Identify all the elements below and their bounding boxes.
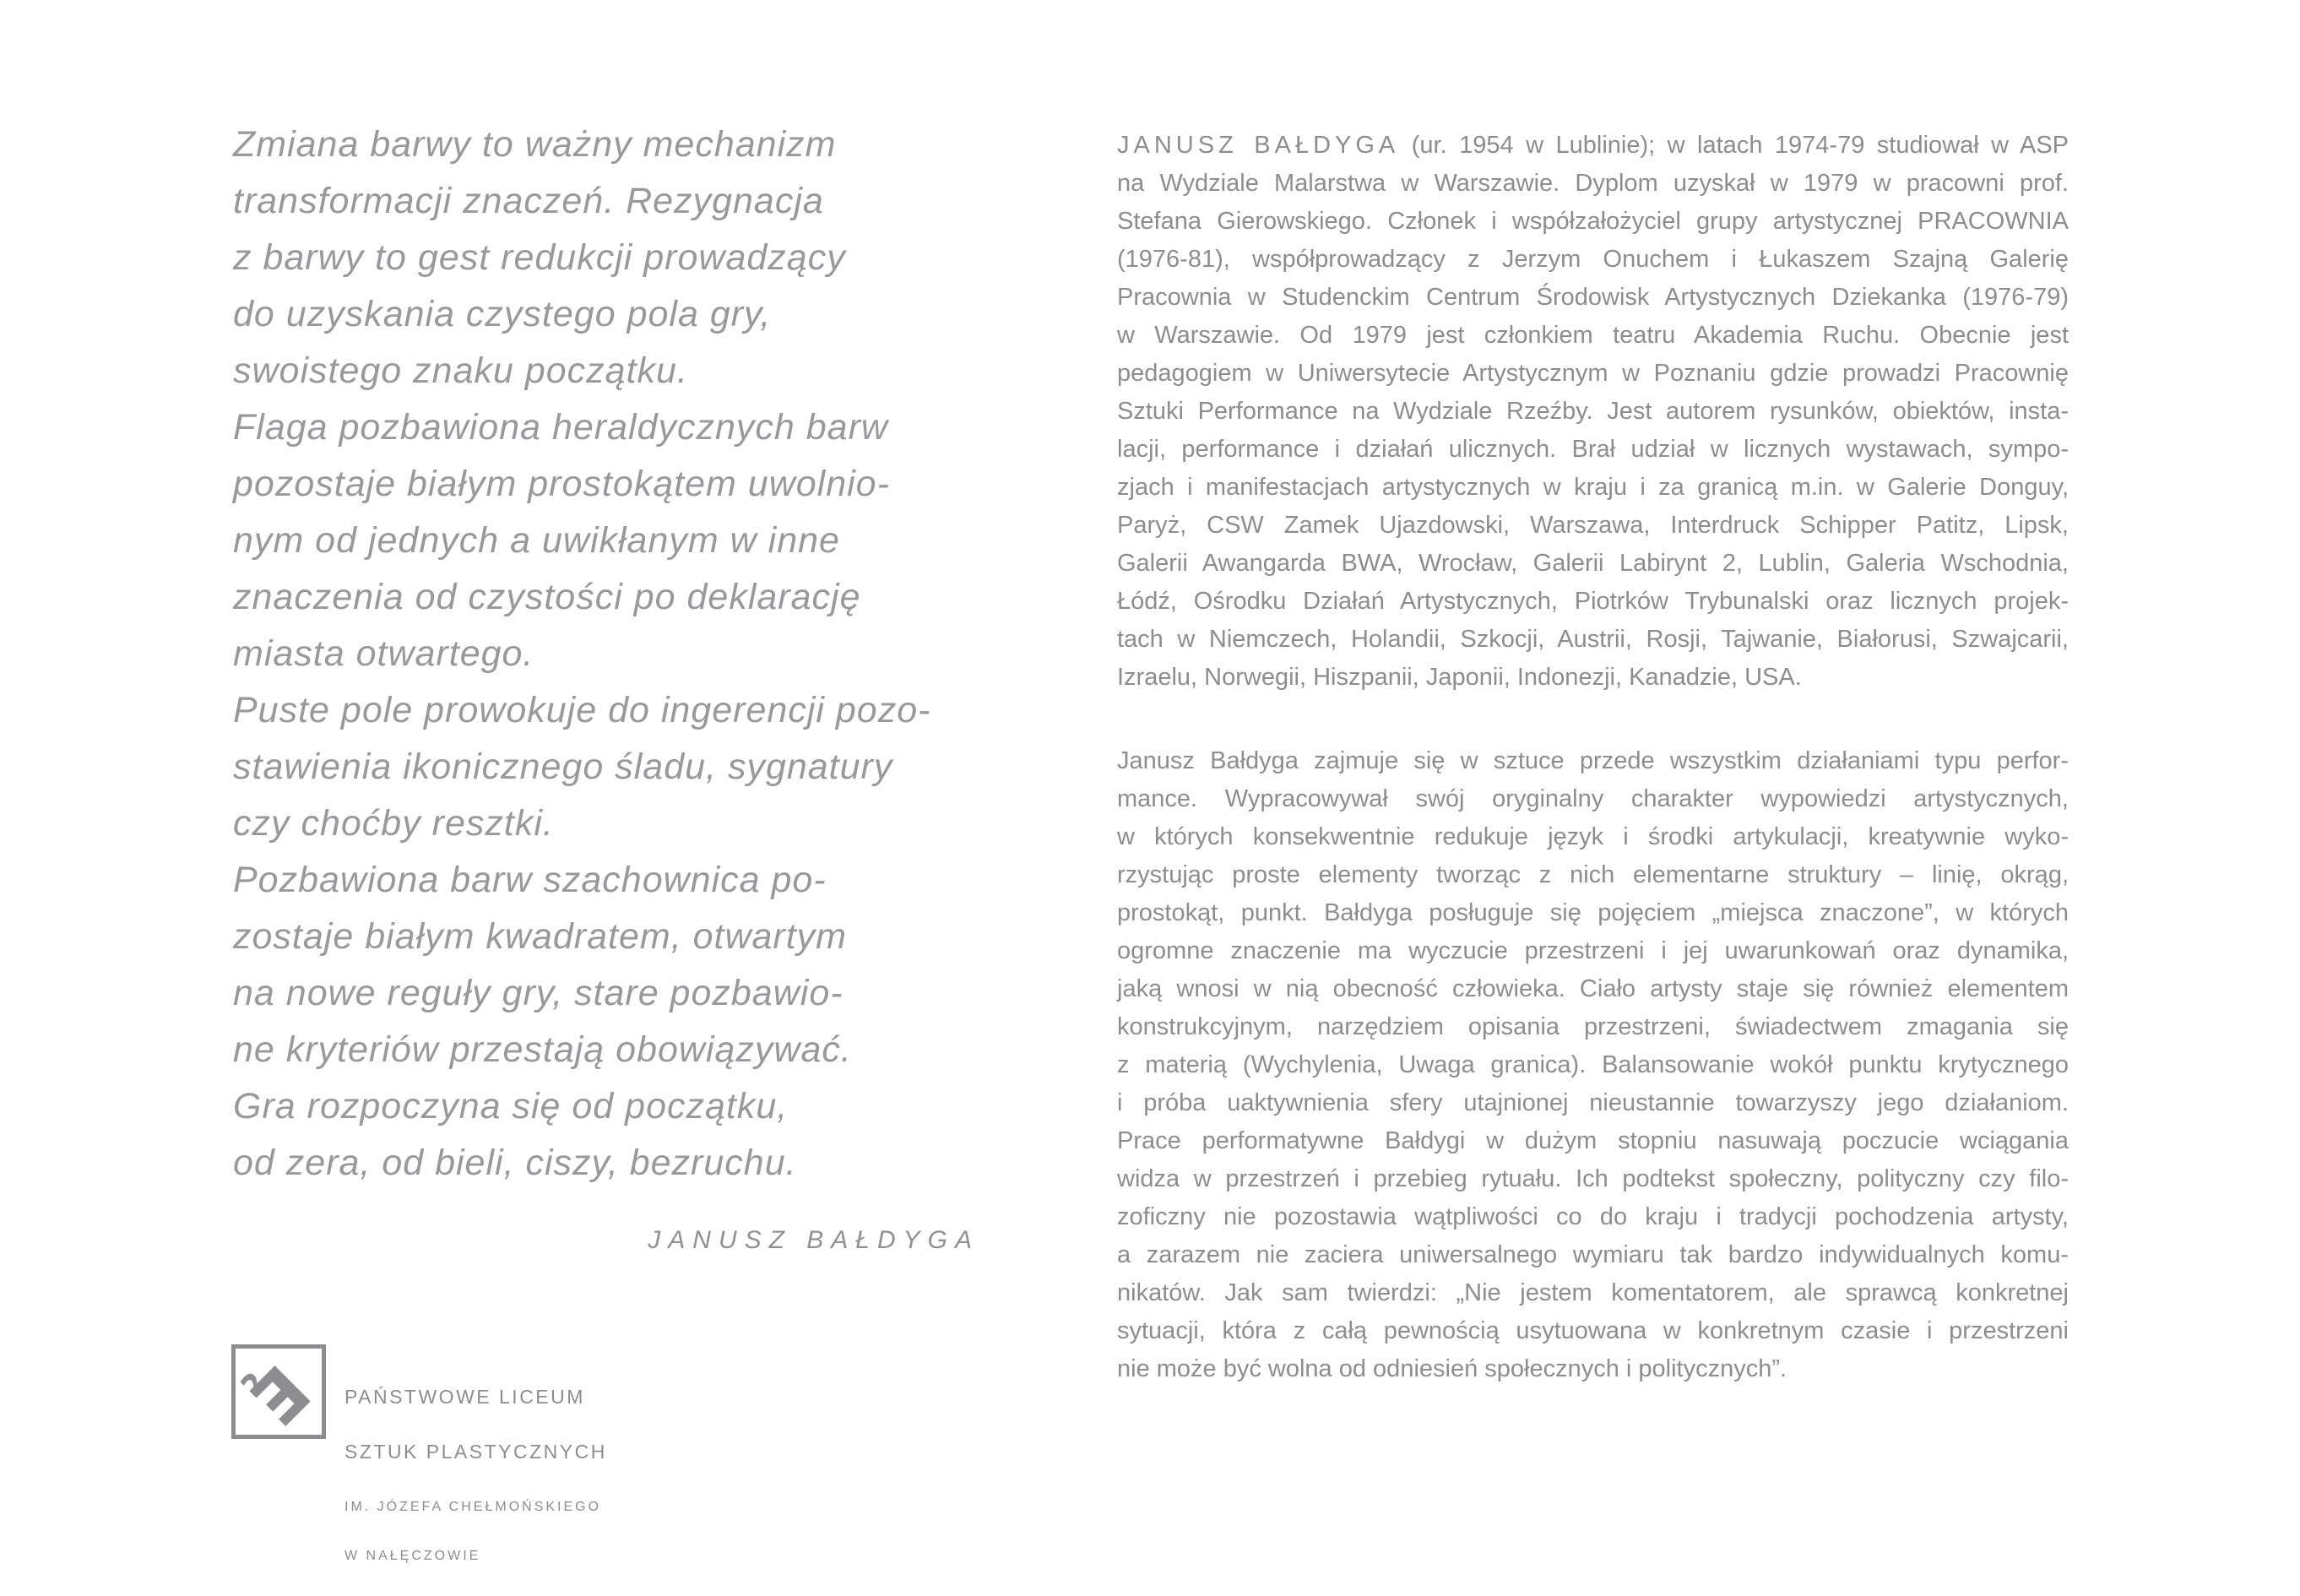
text-line: transformacji znaczeń. Rezygnacja bbox=[233, 181, 824, 221]
text-line: ne kryteriów przestają obowiązywać. bbox=[233, 1029, 852, 1070]
text-line: miasta otwartego. bbox=[233, 633, 534, 674]
text-line: lacji, performance i działań ulicznych. Brał udział w licznych wystawach, sympo- bbox=[1117, 436, 2069, 463]
text-line: Paryż, CSW Zamek Ujazdowski, Warszawa, Interdruck Schipper Patitz, Lipsk, bbox=[1117, 512, 2069, 539]
school-name-line4: W NAŁĘCZOWIE bbox=[344, 1549, 481, 1563]
text-line: od zera, od bieli, ciszy, bezruchu. bbox=[233, 1143, 797, 1183]
text-line: na nowe reguły gry, stare pozbawio- bbox=[233, 973, 844, 1013]
school-name-line1: PAŃSTWOWE LICEUM bbox=[344, 1386, 585, 1408]
text-line: Izraelu, Norwegii, Hiszpanii, Japonii, Indonezji, Kanadzie, USA. bbox=[1117, 664, 1802, 691]
bio-paragraph-1 bbox=[1117, 127, 2069, 697]
text-line: w których konsekwentnie redukuje język i środki artykulacji, kreatywnie wyko- bbox=[1117, 823, 2069, 850]
bio-paragraph-2 bbox=[1117, 742, 2069, 1388]
poem-text bbox=[233, 117, 993, 1192]
text-line: ogromne znaczenie ma wyczucie przestrzeni i jej uwarunkowań oraz dynamika, bbox=[1117, 937, 2069, 964]
text-line: nie może być wolna od odniesień społecznych i politycznych”. bbox=[1117, 1355, 1787, 1382]
text-line: z barwy to gest redukcji prowadzący bbox=[233, 237, 846, 278]
text-line: Flaga pozbawiona heraldycznych barw bbox=[233, 407, 888, 448]
text-line: z materią (Wychylenia, Uwaga granica). Balansowanie wokół punktu krytycznego bbox=[1117, 1051, 2069, 1078]
bio-line-first-rest: (ur. 1954 w Lublinie); w latach 1974-79 studiował w ASP bbox=[1399, 132, 2069, 159]
bio-line-first bbox=[1117, 127, 2069, 165]
bio-artist-name: JANUSZ BAŁDYGA bbox=[1117, 132, 1400, 159]
text-line: jaką wnosi w nią obecność człowieka. Ciało artysty staje się również elementem bbox=[1117, 975, 2069, 1002]
text-line: Galerii Awangarda BWA, Wrocław, Galerii Labirynt 2, Lublin, Galeria Wschodnia, bbox=[1117, 550, 2069, 577]
rotated-e-ogonek-logo-icon: Ę bbox=[233, 1349, 324, 1440]
school-name-block bbox=[344, 1354, 607, 1596]
text-line: widza w przestrzeń i przebieg rytuału. Ich podtekst społeczny, polityczny czy filo- bbox=[1117, 1165, 2069, 1192]
text-line: w Warszawie. Od 1979 jest członkiem teatru Akademia Ruchu. Obecnie jest bbox=[1117, 322, 2069, 349]
text-line: zostaje białym kwadratem, otwartym bbox=[233, 916, 847, 957]
text-line: nikatów. Jak sam twierdzi: „Nie jestem komentatorem, ale sprawcą konkretnej bbox=[1117, 1279, 2069, 1306]
text-line: pozostaje białym prostokątem uwolnio- bbox=[233, 464, 890, 504]
school-logo bbox=[231, 1344, 654, 1563]
text-line: prostokąt, punkt. Bałdyga posługuje się pojęciem „miejsca znaczone”, w których bbox=[1117, 899, 2069, 926]
poem-author-signature: JANUSZ BAŁDYGA bbox=[648, 1226, 979, 1254]
text-line: sytuacji, która z całą pewnością usytuowana w konkretnym czasie i przestrzeni bbox=[1117, 1317, 2069, 1344]
text-line: do uzyskania czystego pola gry, bbox=[233, 294, 772, 334]
text-line: rzystując proste elementy tworząc z nich elementarne struktury – linię, okrąg, bbox=[1117, 861, 2069, 888]
text-line: i próba uaktywnienia sfery utajnionej nieustannie towarzyszy jego działaniom. bbox=[1117, 1089, 2069, 1116]
text-line: stawienia ikonicznego śladu, sygnatury bbox=[233, 746, 893, 787]
text-line: tach w Niemczech, Holandii, Szkocji, Austrii, Rosji, Tajwanie, Białorusi, Szwajcarii, bbox=[1117, 626, 2069, 653]
text-line: konstrukcyjnym, narzędziem opisania przestrzeni, świadectwem zmagania się bbox=[1117, 1013, 2069, 1040]
text-line: Zmiana barwy to ważny mechanizm bbox=[233, 124, 837, 165]
text-line: Stefana Gierowskiego. Członek i współzałożyciel grupy artystycznej PRACOWNIA bbox=[1117, 208, 2069, 235]
text-line: (1976-81), współprowadzący z Jerzym Onuchem i Łukaszem Szajną Galerię bbox=[1117, 246, 2069, 273]
school-name-line2: SZTUK PLASTYCZNYCH bbox=[344, 1441, 607, 1463]
text-line: pedagogiem w Uniwersytecie Artystycznym w Poznaniu gdzie prowadzi Pracownię bbox=[1117, 360, 2069, 387]
text-line: Sztuki Performance na Wydziale Rzeźby. Jest autorem rysunków, obiektów, insta- bbox=[1117, 398, 2069, 425]
text-line: czy choćby resztki. bbox=[233, 803, 554, 844]
text-line: Pozbawiona barw szachownica po- bbox=[233, 860, 827, 900]
text-line: znaczenia od czystości po deklarację bbox=[233, 577, 861, 617]
school-name-line3: IM. JÓZEFA CHEŁMOŃSKIEGO bbox=[344, 1500, 602, 1514]
biography-column bbox=[1117, 127, 2069, 1434]
text-line: Janusz Bałdyga zajmuje się w sztuce przede wszystkim działaniami typu perfor- bbox=[1117, 747, 2069, 774]
text-line: swoistego znaku początku. bbox=[233, 350, 688, 391]
text-line: zjach i manifestacjach artystycznych w kraju i za granicą m.in. w Galerie Donguy, bbox=[1117, 474, 2069, 501]
logo-square-frame bbox=[231, 1344, 326, 1439]
text-line: zoficzny nie pozostawia wątpliwości co do kraju i tradycji pochodzenia artysty, bbox=[1117, 1203, 2069, 1230]
text-line: na Wydziale Malarstwa w Warszawie. Dyplom uzyskał w 1979 w pracowni prof. bbox=[1117, 170, 2069, 197]
text-line: Puste pole prowokuje do ingerencji pozo- bbox=[233, 690, 931, 730]
text-line: nym od jednych a uwikłanym w inne bbox=[233, 520, 840, 561]
text-line: a zarazem nie zaciera uniwersalnego wymiaru tak bardzo indywidualnych komu- bbox=[1117, 1241, 2069, 1268]
text-line: Pracownia w Studenckim Centrum Środowisk Artystycznych Dziekanka (1976-79) bbox=[1117, 284, 2069, 311]
text-line: mance. Wypracowywał swój oryginalny charakter wypowiedzi artystycznych, bbox=[1117, 785, 2069, 812]
text-line: Gra rozpoczyna się od początku, bbox=[233, 1086, 789, 1126]
text-line: Prace performatywne Bałdygi w dużym stopniu nasuwają poczucie wciągania bbox=[1117, 1127, 2069, 1154]
text-line: Łódź, Ośrodku Działań Artystycznych, Piotrków Trybunalski oraz licznych projek- bbox=[1117, 588, 2069, 615]
